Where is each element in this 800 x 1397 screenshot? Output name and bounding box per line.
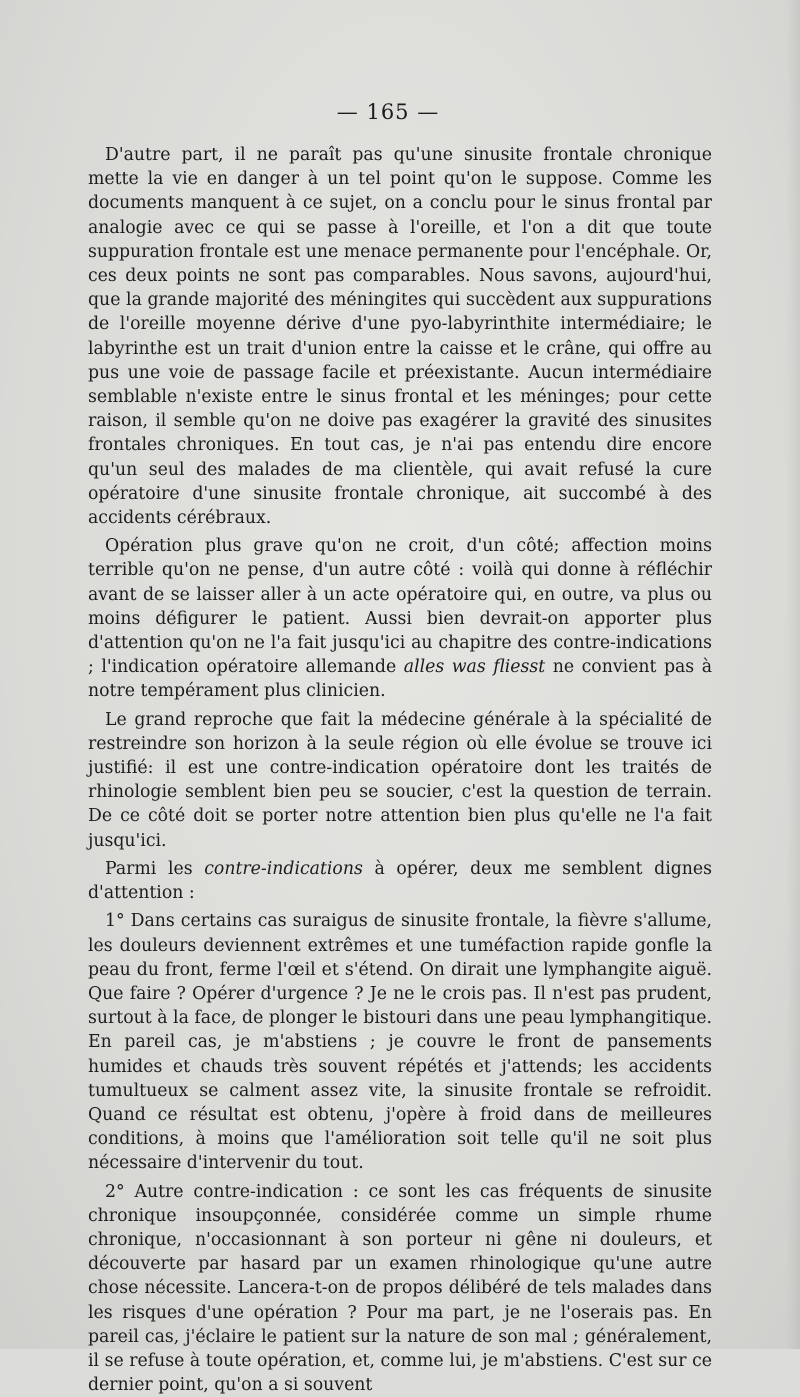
paragraph-terrain-question [88,708,712,853]
paragraph-operation-gravity [88,534,712,703]
paragraph-text: Parmi les [105,858,205,879]
paragraph-text: 2° Autre contre-indication : ce sont les cas fréquents de sinusite chronique insoupçonnée, considérée comme un simple rhume chronique, n'occasionnant à son porteur ni gêne ni douleurs, et découverte par hasard par un examen rhinologique qu'une autre chose nécessite. Lancera-t-on de propos délibéré de tels malades dans les risques d'une opération ? Pour ma part, je ne l'oserais pas. En pareil cas, j'éclaire le patient sur la nature de son mal ; généralement, il se refuse à toute opération, et, comme lui, je m'abstiens. C'est sur ce dernier point, qu'on a si souvent [88,1181,712,1396]
page-number: — 165 — [336,100,440,124]
italic-phrase: alles was fliesst [403,657,546,678]
italic-phrase: contre-indications [204,858,363,879]
paragraph-frontal-sinusitis-risk [88,143,712,530]
page-edge-shadow [786,0,800,1349]
paragraph-contraindications-intro [88,857,712,905]
paragraph-text: Le grand reproche que fait la médecine générale à la spécialité de restreindre son horizon à la seule région où elle évolue se trouve ici justifié: il est une contre-indication opératoire dont les traités de rhinologie semblent bien peu se soucier, c'est la question de terrain. De ce côté doit se porter notre attention bien plus qu'elle ne l'a fait jusqu'ici. [88,709,712,851]
paragraph-text: ne convient pas à notre tempérament plus clinicien. [88,657,713,702]
paragraph-text: Opération plus grave qu'on ne croit, d'un côté; affection moins terrible qu'on ne pense, d'un autre côté : voilà qui donne à réfléchir avant de se laisser aller à un acte opératoire qui, en outre, va plus ou moins défigurer le patient. Aussi bien devrait-on apporter plus d'attention qu'on ne l'a fait jusqu'ici au chapitre des contre-indications ; l'indication opératoire allemande [88,536,712,678]
paragraph-second-contraindication [88,1180,712,1397]
paragraph-text: à opérer, deux me semblent dignes d'attention : [88,858,713,904]
body-text [88,143,712,1397]
paragraph-text: 1° Dans certains cas suraigus de sinusite frontale, la fièvre s'allume, les douleurs deviennent extrêmes et une tuméfaction rapide gonfle la peau du front, ferme l'œil et s'étend. On dirait une lymphangite aiguë. Que faire ? Opérer d'urgence ? Je ne le crois pas. Il n'est pas prudent, surtout à la face, de plonger le bistouri dans une peau lymphangitique. En pareil cas, je m'abstiens ; je couvre le front de pansements humides et chauds très souvent répétés et j'attends; les accidents tumultueux se calment assez vite, la sinusite frontale se refroidit. Quand ce résultat est obtenu, j'opère à froid dans de meilleures conditions, à moins que l'amélioration soit telle qu'il ne soit plus nécessaire d'intervenir du tout. [88,911,712,1174]
paragraph-text: D'autre part, il ne paraît pas qu'une sinusite frontale chronique mette la vie en danger à un tel point qu'on le suppose. Comme les documents manquent à ce sujet, on a conclu pour le sinus frontal par analogie avec ce qui se passe à l'oreille, et l'on a dit que toute suppuration frontale est une menace permanente pour l'encéphale. Or, ces deux points ne sont pas comparables. Nous savons, aujourd'hui, que la grande majorité des méningites qui succèdent aux suppurations de l'oreille moyenne dérive d'une pyo-labyrinthite intermédiaire; le labyrinthe est un trait d'union entre la caisse et le crâne, qui offre au pus une voie de passage facile et préexistante. Aucun intermédiaire semblable n'existe entre le sinus frontal et les méninges; pour cette raison, il semble qu'on ne doive pas exagérer la gravité des sinusites frontales chroniques. En tout cas, je n'ai pas entendu dire encore qu'un seul des malades de ma clientèle, qui avait refusé la cure opératoire d'une sinusite frontale chronique, ait succombé à des accidents cérébraux. [88,145,712,529]
paragraph-first-contraindication [88,909,712,1175]
